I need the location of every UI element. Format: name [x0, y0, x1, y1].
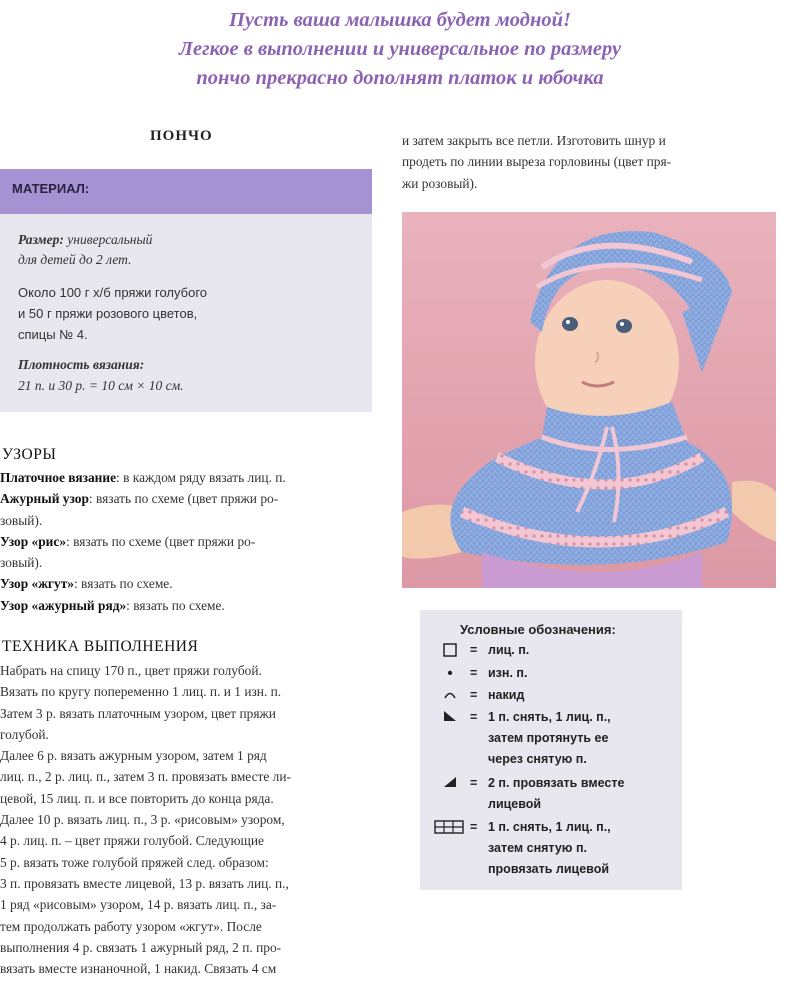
baby-poncho-photo [402, 212, 776, 588]
material-panel [0, 214, 372, 412]
pattern-2-text-2: зовый). [0, 512, 43, 528]
cable-icon [434, 820, 464, 837]
legend-equals: = [470, 820, 478, 834]
right-column-text [402, 130, 782, 194]
size-value: универсальный [67, 232, 153, 247]
pattern-3-text: : вязать по схеме (цвет пряжи ро- [66, 533, 256, 549]
legend-equals: = [470, 666, 478, 680]
pattern-3-text-2: зовый). [0, 555, 43, 571]
pattern-5-name: Узор «ажурный ряд» [0, 597, 127, 613]
purl-stitch-icon: • [447, 665, 453, 682]
pattern-1-name: Платочное вязание [0, 470, 117, 485]
technique-line: голубой. [0, 726, 49, 742]
legend-equals: = [470, 688, 478, 702]
technique-line: лиц. п., 2 р. лиц. п., затем 3 п. провязать вместе ли- [0, 769, 291, 785]
yarn-line-2: и 50 г пряжи розового цветов, [18, 306, 198, 321]
yarn-line-3: спицы № 4. [18, 327, 88, 342]
legend-panel [420, 610, 682, 890]
technique-text [0, 660, 374, 979]
pattern-4-name: Узор «жгут» [0, 576, 74, 592]
legend-text: лиц. п. [488, 643, 530, 657]
technique-line: Далее 10 р. вязать лиц. п., 3 р. «рисовым» узором, [0, 812, 285, 828]
legend-equals: = [470, 710, 478, 724]
right-line: и затем закрыть все петли. Изготовить шнур и [402, 133, 666, 148]
technique-line: 3 п. провязать вместе лицевой, 13 р. вязать лиц. п., [0, 875, 289, 891]
technique-line: 5 р. вязать тоже голубой пряжей след. образом: [0, 854, 269, 870]
right-line: жи розовый). [402, 175, 478, 191]
knit-stitch-icon [438, 643, 462, 660]
material-label: МАТЕРИАЛ: [12, 181, 90, 196]
legend-equals: = [470, 776, 478, 790]
technique-line: тем продолжать работу узором «жгут». После [0, 918, 262, 934]
technique-line: Далее 6 р. вязать ажурным узором, затем 1 ряд [0, 748, 267, 764]
technique-line: 4 р. лиц. п. – цвет пряжи голубой. Следующие [0, 833, 264, 849]
density-label: Плотность вязания: [18, 357, 145, 372]
yarn-over-icon [438, 688, 462, 702]
legend-equals: = [470, 643, 478, 657]
size-value-2: для детей до 2 лет. [18, 252, 132, 267]
legend-text: 1 п. снять, 1 лиц. п., [488, 710, 611, 724]
legend-text: накид [488, 688, 525, 702]
technique-line: Вязать по кругу попеременно 1 лиц. п. и 1 изн. п. [0, 684, 282, 700]
baby-illustration [402, 212, 776, 588]
material-header-bar [0, 169, 372, 214]
poncho-title: ПОНЧО [150, 128, 213, 144]
patterns-heading: УЗОРЫ [2, 446, 57, 463]
pattern-3-name: Узор «рис» [0, 533, 67, 549]
pattern-2-text: : вязать по схеме (цвет пряжи ро- [88, 491, 279, 507]
size-info [18, 230, 152, 250]
legend-text: изн. п. [488, 666, 528, 680]
technique-line: Набрать на спицу 170 п., цвет пряжи голубой. [0, 663, 262, 678]
page-header [0, 6, 800, 93]
legend-text: 2 п. провязать вместе [488, 776, 625, 790]
pattern-4-text: : вязать по схеме. [73, 576, 173, 592]
legend-text: провязать лицевой [488, 862, 610, 876]
legend-title: Условные обозначения: [460, 622, 616, 637]
size-label: Размер: [18, 232, 64, 247]
right-line: продеть по линии выреза горловины (цвет пря- [402, 154, 672, 170]
k2tog-icon [438, 776, 462, 791]
pattern-5-text: : вязать по схеме. [126, 597, 225, 613]
slip-knit-pass-icon [438, 710, 462, 725]
header-line-2: Легкое в выполнении и универсальное по размеру [178, 38, 622, 60]
header-line-3: пончо прекрасно дополнят платок и юбочка [196, 67, 604, 89]
technique-line: вязать вместе изнаночной, 1 накид. Связать 4 см [0, 961, 277, 977]
pattern-2-name: Ажурный узор [0, 491, 89, 507]
pattern-1-text: : в каждом ряду вязать лиц. п. [116, 470, 286, 485]
patterns-list [0, 467, 374, 616]
technique-line: цевой, 15 лиц. п. и все повторить до конца ряда. [0, 790, 274, 806]
technique-line: Затем 3 р. вязать платочным узором, цвет пряжи [0, 705, 276, 721]
legend-text: через снятую п. [488, 752, 587, 766]
yarn-line-1: Около 100 г х/б пряжи голубого [18, 285, 208, 300]
technique-line: выполнения 4 р. связать 1 ажурный ряд, 2 п. про- [0, 939, 282, 955]
legend-text: затем снятую п. [488, 841, 587, 855]
legend-text: 1 п. снять, 1 лиц. п., [488, 820, 611, 834]
density-value: 21 п. и 30 р. = 10 см × 10 см. [18, 378, 184, 393]
legend-text: затем протянуть ее [488, 731, 609, 745]
technique-heading: ТЕХНИКА ВЫПОЛНЕНИЯ [2, 638, 199, 655]
technique-line: 1 ряд «рисовым» узором, 14 р. вязать лиц. п., за- [0, 897, 277, 913]
header-line-1: Пусть ваша малышка будет модной! [229, 9, 571, 31]
legend-text: лицевой [488, 797, 542, 811]
